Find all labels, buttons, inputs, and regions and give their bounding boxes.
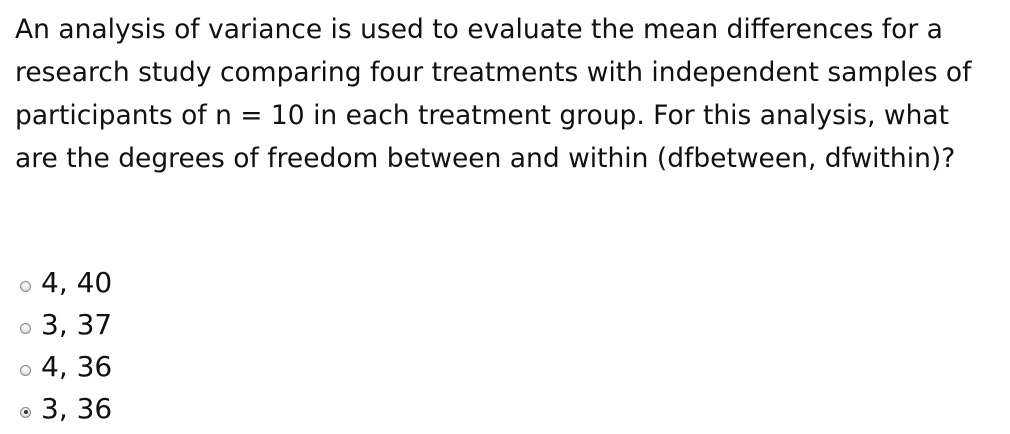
- answer-option-2[interactable]: [20, 304, 112, 346]
- option-label: 3, 37: [41, 308, 113, 341]
- radio-button-unchecked[interactable]: [20, 323, 31, 334]
- radio-button-checked[interactable]: [20, 407, 31, 418]
- radio-button-unchecked[interactable]: [20, 365, 31, 376]
- option-label: 4, 36: [41, 350, 113, 383]
- answer-option-1[interactable]: [20, 262, 112, 304]
- question-text: An analysis of variance is used to evaluate the mean differences for a research study comparing four treatments with independent samples of participants of n = 10 in each treatment group. For this analysis, what are the degrees of freedom between and within (dfbetween, dfwithin)?: [15, 14, 972, 174]
- answer-option-3[interactable]: [20, 346, 112, 388]
- answer-option-4[interactable]: [20, 388, 112, 430]
- answer-options: [20, 262, 112, 430]
- option-label: 3, 36: [41, 392, 113, 425]
- option-label: 4, 40: [41, 266, 113, 299]
- radio-button-unchecked[interactable]: [20, 281, 31, 292]
